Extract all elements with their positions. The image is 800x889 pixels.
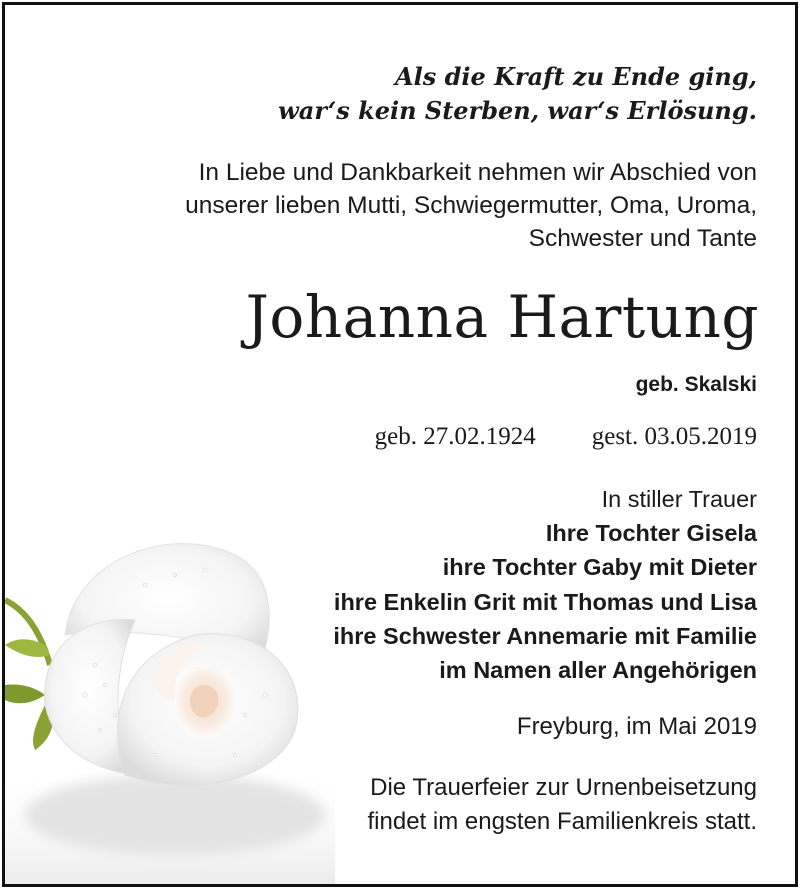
intro-line-1: In Liebe und Dankbarkeit nehmen wir Abschied von bbox=[198, 159, 757, 186]
farewell-intro bbox=[185, 156, 757, 255]
funeral-notice bbox=[368, 771, 758, 839]
motto-line-2: war‘s kein Sterben, war‘s Erlösung. bbox=[278, 96, 757, 125]
mourner: ihre Enkelin Grit mit Thomas und Lisa bbox=[333, 588, 757, 615]
mourner: ihre Tochter Gaby mit Dieter bbox=[442, 554, 757, 581]
white-rose-image bbox=[5, 515, 335, 885]
motto-line-1: Als die Kraft zu Ende ging, bbox=[394, 62, 757, 91]
maiden-name: geb. Skalski bbox=[635, 373, 757, 396]
obituary-frame bbox=[2, 2, 798, 887]
mourner: Ihre Tochter Gisela bbox=[545, 520, 757, 547]
mourners-lead: In stiller Trauer bbox=[601, 486, 757, 512]
motto-quote bbox=[278, 60, 757, 128]
funeral-line-2: findet im engsten Familienkreis statt. bbox=[367, 808, 757, 835]
deceased-name: Johanna Hartung bbox=[245, 283, 759, 351]
mourners-list bbox=[333, 482, 757, 687]
mourner: im Namen aller Angehörigen bbox=[439, 657, 757, 684]
place-and-date: Freyburg, im Mai 2019 bbox=[516, 713, 757, 740]
funeral-line-1: Die Trauerfeier zur Urnenbeisetzung bbox=[370, 774, 757, 801]
death-date: gest. 03.05.2019 bbox=[591, 423, 757, 450]
intro-line-2: unserer lieben Mutti, Schwiegermutter, Oma, Uroma, bbox=[185, 192, 757, 219]
intro-line-3: Schwester und Tante bbox=[528, 225, 757, 252]
birth-date: geb. 27.02.1924 bbox=[374, 423, 536, 450]
mourner: ihre Schwester Annemarie mit Familie bbox=[333, 622, 757, 649]
life-dates bbox=[375, 420, 757, 454]
